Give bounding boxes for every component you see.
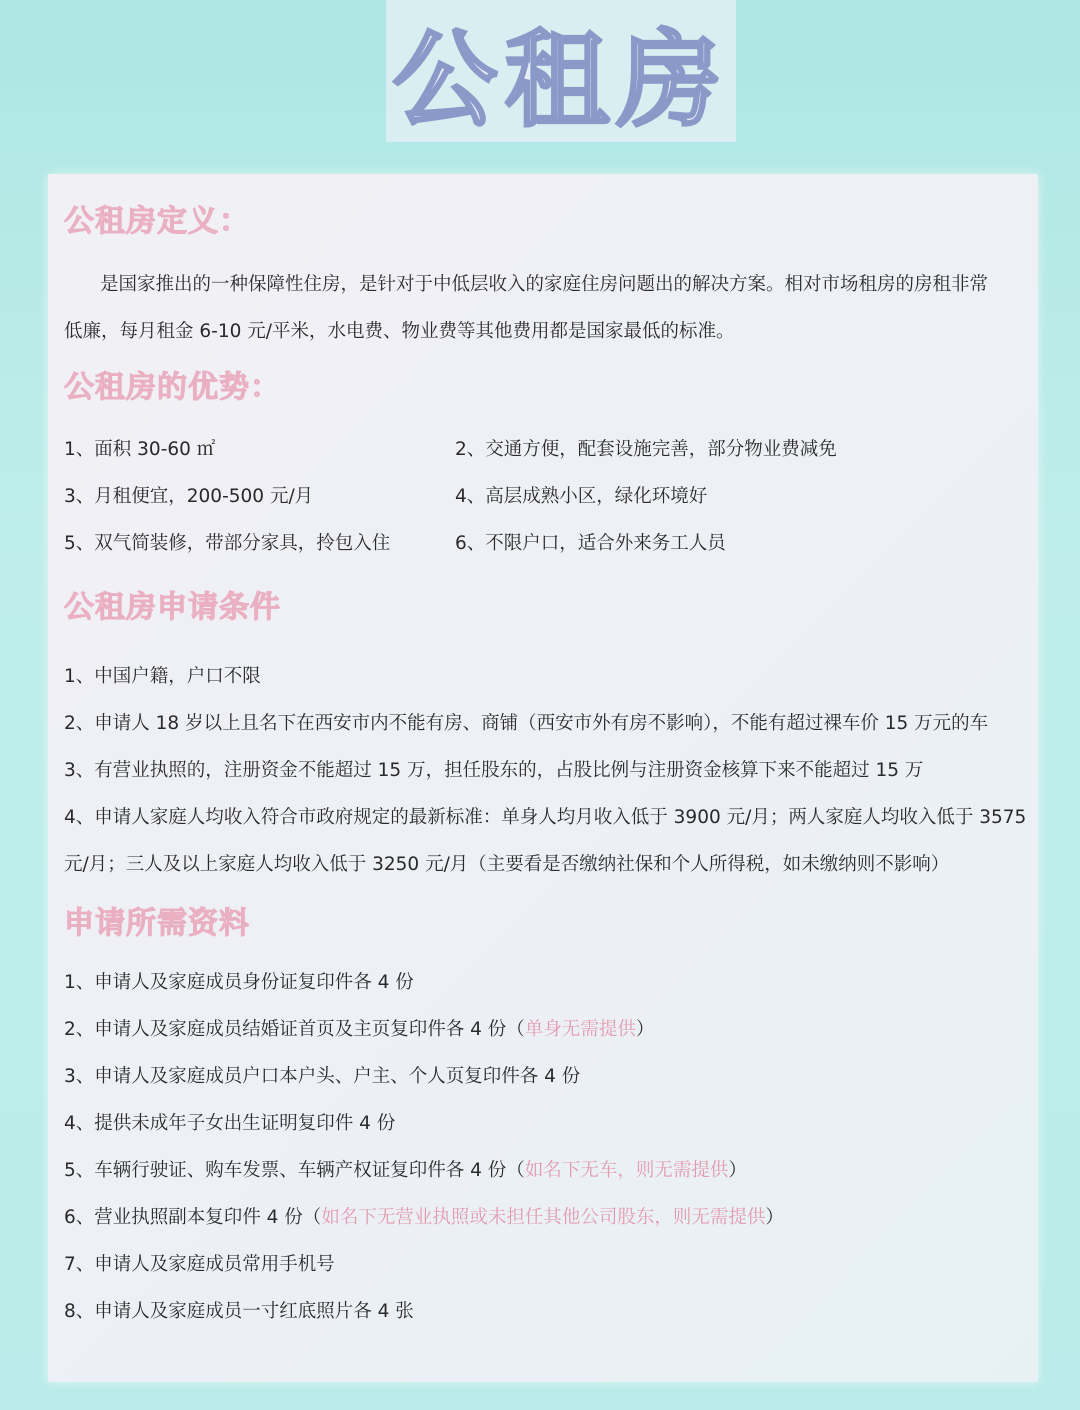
advantage-item: 3、月租便宜，200-500 元/月 — [64, 486, 314, 507]
close-paren: ） — [728, 1160, 747, 1181]
title-banner — [386, 0, 736, 142]
definition-line-1: 是国家推出的一种保障性住房，是针对于中低层收入的家庭住房问题出的解决方案。相对市场租房的房租非常 — [100, 274, 989, 295]
material-item-note: 如名下无车，则无需提供 — [524, 1160, 729, 1181]
page-title: 公租房 — [392, 19, 729, 141]
material-item: 4、提供未成年子女出生证明复印件 4 份 — [64, 1113, 396, 1134]
heading-conditions: 公租房申请条件 — [64, 590, 281, 625]
material-item-text: 2、申请人及家庭成员结婚证首页及主页复印件各 4 份（ — [64, 1019, 525, 1040]
advantage-item: 5、双气简装修，带部分家具，拎包入住 — [64, 533, 391, 554]
material-item — [64, 1015, 654, 1041]
material-item — [64, 1203, 784, 1229]
material-item: 8、申请人及家庭成员一寸红底照片各 4 张 — [64, 1301, 414, 1322]
material-item-text: 6、营业执照副本复印件 4 份（ — [64, 1207, 322, 1228]
material-item: 7、申请人及家庭成员常用手机号 — [64, 1254, 335, 1275]
condition-item: 1、中国户籍，户口不限 — [64, 666, 261, 687]
material-item-text: 5、车辆行驶证、购车发票、车辆产权证复印件各 4 份（ — [64, 1160, 525, 1181]
material-item: 3、申请人及家庭成员户口本户头、户主、个人页复印件各 4 份 — [64, 1066, 581, 1087]
condition-item-continued: 元/月；三人及以上家庭人均收入低于 3250 元/月（主要看是否缴纳社保和个人所得税，如未缴纳则不影响） — [64, 854, 950, 875]
heading-materials: 申请所需资料 — [64, 906, 250, 941]
heading-definition: 公租房定义： — [64, 204, 250, 239]
content-card — [48, 174, 1038, 1382]
material-item-note: 如名下无营业执照或未担任其他公司股东，则无需提供 — [321, 1207, 766, 1228]
definition-line-2: 低廉，每月租金 6-10 元/平米，水电费、物业费等其他费用都是国家最低的标准。 — [64, 321, 735, 342]
close-paren: ） — [635, 1019, 655, 1040]
material-item-note: 单身无需提供 — [524, 1019, 636, 1040]
close-paren: ） — [765, 1207, 784, 1228]
material-item: 1、申请人及家庭成员身份证复印件各 4 份 — [64, 972, 414, 993]
advantage-item: 6、不限户口，适合外来务工人员 — [455, 533, 726, 554]
condition-item: 2、申请人 18 岁以上且名下在西安市内不能有房、商铺（西安市外有房不影响），不能有超过裸车价 15 万元的车 — [64, 713, 989, 734]
advantage-item: 2、交通方便，配套设施完善，部分物业费减免 — [455, 439, 837, 460]
condition-item: 4、申请人家庭人均收入符合市政府规定的最新标准：单身人均月收入低于 3900 元/月；两人家庭人均收入低于 3575 — [64, 807, 1027, 828]
material-item — [64, 1156, 747, 1182]
advantage-item: 1、面积 30-60 ㎡ — [64, 439, 216, 460]
condition-item: 3、有营业执照的，注册资金不能超过 15 万，担任股东的，占股比例与注册资金核算下来不能超过 15 万 — [64, 760, 924, 781]
advantage-item: 4、高层成熟小区，绿化环境好 — [455, 486, 708, 507]
heading-advantages: 公租房的优势： — [64, 370, 281, 405]
